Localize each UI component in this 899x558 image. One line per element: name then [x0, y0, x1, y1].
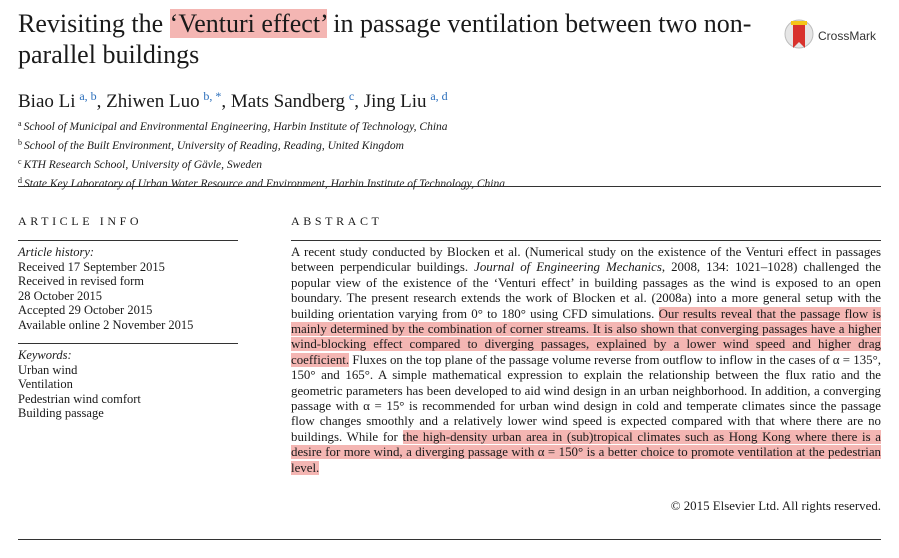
author-affiliation-marks[interactable]: a, b — [79, 89, 97, 103]
crossmark-icon — [784, 17, 814, 55]
author-name: Mats Sandberg — [230, 91, 346, 112]
affiliations — [18, 116, 778, 192]
history-line: Available online 2 November 2015 — [18, 317, 194, 332]
copyright-notice: © 2015 Elsevier Ltd. All rights reserved. — [670, 499, 881, 513]
author-name: Zhiwen Luo — [106, 91, 200, 112]
title-part-2: in passage ventilation between two non-parallel buildings — [18, 9, 752, 69]
affiliation-text: State Key Laboratory of Urban Water Resource and Environment, Harbin Institute of Technology, China — [24, 178, 505, 190]
crossmark-badge[interactable] — [784, 16, 884, 56]
keywords — [18, 348, 238, 421]
keywords-label: Keywords: — [18, 348, 72, 362]
abstract-text-2: , 2008, 134: 1021–1028) challenged the popular view of the existence of the ‘Venturi effect’ in building passages as the wind is exposed to an open boundary. The present research extends the work of Blocken et al. (2008a) into a more general setup with the building orientation varying from 0° to 180° using CFD simulations. — [291, 260, 882, 321]
journal-name: Journal of Engineering Mechanics — [474, 260, 662, 275]
history-line: Accepted 29 October 2015 — [18, 303, 153, 318]
affiliation-item — [18, 173, 778, 192]
history-label: Article history: — [18, 245, 95, 259]
article-history — [18, 245, 238, 333]
header-divider — [18, 186, 881, 187]
abstract-divider — [291, 240, 881, 241]
crossmark-label: CrossMark — [818, 29, 877, 43]
article-info-divider — [18, 240, 238, 241]
article-info-heading: ARTICLE INFO — [18, 214, 143, 228]
author-name: Jing Liu — [363, 91, 427, 112]
author-list — [18, 84, 448, 114]
keyword-item: Pedestrian wind comfort — [18, 391, 141, 406]
abstract-highlight-1[interactable]: Our results reveal that the passage flow is mainly determined by the combination of corner streams. It is also shown that converging passages have a higher wind-blocking effect compared to diverging passages, explained by a lower wind speed and higher drag coefficient. — [291, 306, 881, 367]
keyword-item: Building passage — [18, 406, 104, 421]
keywords-divider — [18, 343, 238, 344]
affiliation-item — [18, 154, 778, 173]
article-title — [18, 8, 768, 70]
abstract-text-3: Fluxes on the top plane of the passage volume reverse from outflow to inflow in the cases of α = 135°, 150° and 165°. A simple mathematical expression to explain the relationship between the flux ratio and the geometric parameters has been developed to aid wind design in an urban neighborhood. In addition, a converging passage with α = 15° is recommended for urban wind design in cold and temperate climates since the passage flow changes smoothly and a relatively lower wind speed is expected compared with that where there are no buildings. While for — [291, 352, 881, 444]
affiliation-item — [18, 116, 778, 135]
abstract-text-1: A recent study conducted by Blocken et al. (Numerical study on the existence of the Venturi effect in passages between perpendicular buildings. — [291, 245, 881, 275]
affiliation-text: School of Municipal and Environmental Engineering, Harbin Institute of Technology, China — [23, 121, 448, 133]
history-line: Received in revised form — [18, 274, 144, 289]
title-part-1: Revisiting the — [18, 9, 170, 38]
author-affiliation-marks[interactable]: c — [348, 89, 355, 103]
author-separator: , — [221, 91, 231, 112]
affiliation-text: School of the Built Environment, University of Reading, Reading, United Kingdom — [24, 140, 404, 152]
history-line: 28 October 2015 — [18, 288, 103, 303]
keyword-item: Urban wind — [18, 362, 78, 377]
author-separator: , — [96, 91, 107, 112]
abstract-highlight-2[interactable]: the high-density urban area in (sub)tropical climates such as Hong Kong where there is a desire for more wind, a diverging passage with α = 150° is a better choice to promote ventilation at the pedestrian level. — [291, 429, 881, 475]
author-affiliation-marks[interactable]: b, * — [203, 89, 222, 103]
history-line: Received 17 September 2015 — [18, 259, 165, 274]
keyword-item: Ventilation — [18, 377, 73, 392]
abstract-body — [291, 245, 881, 476]
affiliation-text: KTH Research School, University of Gävle, Sweden — [23, 159, 263, 171]
author-name: Biao Li — [18, 91, 76, 112]
affiliation-mark: c — [18, 157, 22, 166]
abstract-heading: ABSTRACT — [291, 214, 383, 228]
affiliation-mark: b — [18, 138, 22, 147]
affiliation-mark: a — [18, 119, 22, 128]
author-separator: , — [354, 91, 364, 112]
title-highlight[interactable]: ‘Venturi effect’ — [169, 9, 327, 38]
author-affiliation-marks[interactable]: a, d — [430, 89, 448, 103]
affiliation-mark: d — [18, 176, 22, 185]
footer-divider — [18, 539, 881, 540]
affiliation-item — [18, 135, 778, 154]
